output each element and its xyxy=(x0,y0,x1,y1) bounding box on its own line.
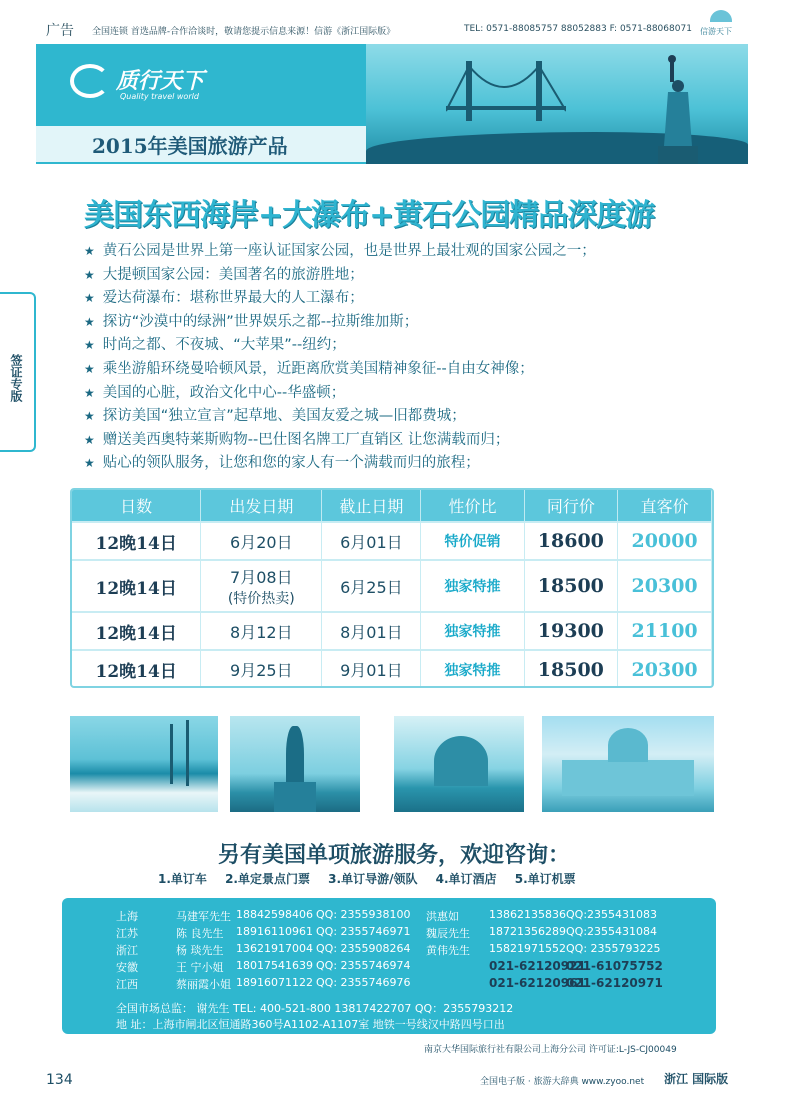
contact-name: 陈 良先生 xyxy=(176,927,224,940)
cell-direct-price: 21100 xyxy=(618,612,712,650)
contact-qq: QQ: 2355908264 xyxy=(316,942,411,955)
cell-days: 12晚14日 xyxy=(72,650,201,688)
star-icon: ★ xyxy=(84,338,95,353)
contact-qq: QQ: 2355938100 xyxy=(316,908,411,921)
address: 地 址：上海市闸北区恒通路360号A1102-A1107室 地铁一号线汉中路四号口出 xyxy=(116,1018,505,1031)
statue-of-liberty-photo xyxy=(230,716,360,812)
slogan-text: 全国连锁 首选品牌-合作洽谈时，敬请您提示信息来源！信游《浙江国际版》 xyxy=(92,27,396,37)
depart-date: 8月12日 xyxy=(230,622,293,642)
star-icon: ★ xyxy=(84,456,95,471)
header-deadline: 截止日期 xyxy=(322,490,421,522)
contact-region: 浙江 xyxy=(116,944,138,957)
sun-icon xyxy=(710,10,732,22)
price-table xyxy=(72,490,712,688)
pedestal-icon xyxy=(274,782,316,812)
table-row xyxy=(72,612,712,650)
cell-peer-price: 18500 xyxy=(524,560,618,612)
palm-icon xyxy=(186,720,189,786)
cell-peer-price: 18500 xyxy=(524,650,618,688)
cell-peer-price: 19300 xyxy=(524,612,618,650)
contact-phone-2: 021-62120921 xyxy=(489,959,586,973)
contact-qq-2: 021-61075752 xyxy=(566,959,663,973)
services-list: 1.单订车 2.单定景点门票 3.单订导游/领队 4.单订酒店 5.单订机票 xyxy=(158,872,576,886)
depart-date: 7月08日 xyxy=(230,567,293,587)
brand-subtitle: Quality travel world xyxy=(120,92,199,101)
cell-direct-price: 20000 xyxy=(618,522,712,560)
header-days: 日数 xyxy=(72,490,201,522)
table-row xyxy=(72,560,712,612)
highlight-item xyxy=(84,287,724,311)
header-depart: 出发日期 xyxy=(201,490,322,522)
highlight-text: 黄石公园是世界上第一座认证国家公园，也是世界上最壮观的国家公园之一； xyxy=(102,243,596,259)
contact-name-2: 魏辰先生 xyxy=(426,927,470,940)
highlight-item xyxy=(84,240,724,264)
footer-tag: 浙江 国际版 xyxy=(664,1072,729,1086)
depart-date: 6月20日 xyxy=(230,532,293,552)
statue-of-liberty-icon xyxy=(646,54,706,164)
brand-mark-icon xyxy=(70,64,110,98)
table-row xyxy=(72,650,712,688)
contact-phone-2: 021-62120961 xyxy=(489,976,586,990)
contact-box xyxy=(62,898,716,1034)
highlight-text: 探访美国“独立宣言”起草地、美国友爱之城—旧都费城； xyxy=(102,408,466,425)
highlights-list xyxy=(84,240,724,476)
cell-deadline: 9月01日 xyxy=(322,650,421,688)
contact-name: 蔡丽霞小姐 xyxy=(176,978,231,991)
contact-name: 马建军先生 xyxy=(176,910,231,923)
contact-phone-2: 15821971552 xyxy=(489,942,566,955)
highlight-item xyxy=(84,382,724,406)
contact-region: 江苏 xyxy=(116,927,138,940)
highlight-item xyxy=(84,405,724,429)
highlight-text: 美国的心脏，政治文化中心--华盛顿； xyxy=(102,384,346,401)
palm-icon xyxy=(170,724,173,784)
rotunda-icon xyxy=(434,736,488,786)
table-header-row xyxy=(72,490,712,522)
cell-deadline: 8月01日 xyxy=(322,612,421,650)
contact-qq-2: QQ:2355431084 xyxy=(566,925,658,938)
star-icon: ★ xyxy=(84,244,95,258)
contact-phone: 13621917004 xyxy=(236,942,313,955)
cell-depart xyxy=(201,522,322,560)
contact-region: 安徽 xyxy=(116,961,138,974)
depart-date: 9月25日 xyxy=(230,661,293,680)
ad-label: 广告 xyxy=(46,23,74,39)
table-row xyxy=(72,522,712,560)
star-icon: ★ xyxy=(84,291,95,306)
dome-icon xyxy=(608,728,648,762)
footer-site: 全国电子版 · 旅游大辞典 www.zyoo.net xyxy=(480,1077,645,1087)
cell-days: 12晚14日 xyxy=(72,522,201,560)
cell-value-tag: 独家特推 xyxy=(421,650,524,688)
contact-qq-2: QQ: 2355793225 xyxy=(566,942,661,955)
contact-qq: QQ: 2355746974 xyxy=(316,959,411,972)
contact-region: 上海 xyxy=(116,910,138,923)
highlight-text: 爱达荷瀑布：堪称世界最大的人工瀑布； xyxy=(102,290,364,307)
contact-qq: QQ: 2355746976 xyxy=(316,976,411,989)
hall-icon xyxy=(562,760,694,796)
cell-depart xyxy=(201,650,322,688)
highlight-item xyxy=(84,452,724,476)
highlight-text: 乘坐游船环绕曼哈顿风景，近距离欣赏美国精神象征--自由女神像； xyxy=(102,360,534,377)
star-icon: ★ xyxy=(84,267,95,282)
brand-name: 质行天下 xyxy=(116,69,205,94)
contact-qq-2: 021-62120971 xyxy=(566,976,663,990)
depart-note: (特价热卖) xyxy=(227,590,295,607)
page-number: 134 xyxy=(46,1072,73,1088)
contact-phone-2: 18721356289 xyxy=(489,925,566,938)
tel-text: TEL: 0571-88085757 88052883 F: 0571-88068071 xyxy=(464,24,692,34)
cell-deadline: 6月25日 xyxy=(322,560,421,612)
contact-name-2: 洪惠如 xyxy=(426,910,459,923)
price-table-wrap xyxy=(70,488,714,688)
star-icon: ★ xyxy=(84,361,95,376)
beach-photo xyxy=(70,716,218,812)
top-bar xyxy=(0,0,800,44)
cell-direct-price: 20300 xyxy=(618,560,712,612)
contact-phone: 18017541639 xyxy=(236,959,313,972)
main-title: 美国东西海岸+大瀑布+黄石公园精品深度游 xyxy=(84,198,655,233)
contact-qq: QQ: 2355746971 xyxy=(316,925,411,938)
brand-logo xyxy=(70,62,300,102)
license-text: 南京大华国际旅行社有限公司上海分公司 许可证:L-JS-CJ00049 xyxy=(424,1045,677,1055)
cell-value-tag: 特价促销 xyxy=(421,522,524,560)
contact-name: 王 宁小姐 xyxy=(176,961,224,974)
side-tab-label: 签证专版 xyxy=(9,354,23,402)
highlight-item xyxy=(84,429,724,453)
cell-depart xyxy=(201,560,322,612)
contact-phone: 18916071122 xyxy=(236,976,313,989)
cell-days: 12晚14日 xyxy=(72,560,201,612)
side-tab xyxy=(0,292,36,452)
product-title: 2015年美国旅游产品 xyxy=(92,134,288,158)
star-icon: ★ xyxy=(84,409,95,424)
star-icon: ★ xyxy=(84,314,95,329)
header-value: 性价比 xyxy=(421,490,524,522)
contact-phone-2: 13862135836 xyxy=(489,908,566,921)
cell-days: 12晚14日 xyxy=(72,612,201,650)
contact-region: 江西 xyxy=(116,978,138,991)
cell-value-tag: 独家特推 xyxy=(421,612,524,650)
highlight-text: 大提顿国家公园：美国著名的旅游胜地； xyxy=(102,266,364,283)
header-peer-price: 同行价 xyxy=(524,490,618,522)
header-direct-price: 直客价 xyxy=(618,490,712,522)
market-director: 全国市场总监： 谢先生 TEL: 400-521-800 13817422707 QQ：2355793212 xyxy=(116,1002,514,1015)
contact-phone: 18916110961 xyxy=(236,925,313,938)
cell-deadline: 6月01日 xyxy=(322,522,421,560)
partner-logo-text: 信游天下 xyxy=(700,27,732,36)
highlight-item xyxy=(84,358,724,382)
highlight-text: 赠送美西奥特莱斯购物--巴仕图名牌工厂直销区 让您满载而归； xyxy=(102,431,510,448)
photo-strip xyxy=(70,716,714,812)
services-title: 另有美国单项旅游服务，欢迎咨询： xyxy=(218,843,571,868)
star-icon: ★ xyxy=(84,432,95,447)
cell-value-tag: 独家特推 xyxy=(421,560,524,612)
contact-name: 杨 琰先生 xyxy=(176,944,224,957)
bridge-icon xyxy=(446,56,566,126)
highlight-item xyxy=(84,311,724,335)
cell-depart xyxy=(201,612,322,650)
highlight-item xyxy=(84,334,724,358)
contact-name-2: 黄伟先生 xyxy=(426,944,470,957)
palace-of-fine-arts-photo xyxy=(394,716,524,812)
highlight-item xyxy=(84,264,724,288)
highlight-text: 贴心的领队服务，让您和您的家人有一个满载而归的旅程； xyxy=(102,455,480,472)
highlight-text: 时尚之都、不夜城、“大苹果”--纽约； xyxy=(102,337,346,354)
cell-direct-price: 20300 xyxy=(618,650,712,688)
star-icon: ★ xyxy=(84,385,95,400)
contact-phone: 18842598406 xyxy=(236,908,313,921)
cell-peer-price: 18600 xyxy=(524,522,618,560)
capitol-photo xyxy=(542,716,714,812)
contact-qq-2: QQ:2355431083 xyxy=(566,908,658,921)
partner-logo xyxy=(700,8,742,42)
highlight-text: 探访“沙漠中的绿洲”世界娱乐之都--拉斯维加斯； xyxy=(102,313,419,330)
